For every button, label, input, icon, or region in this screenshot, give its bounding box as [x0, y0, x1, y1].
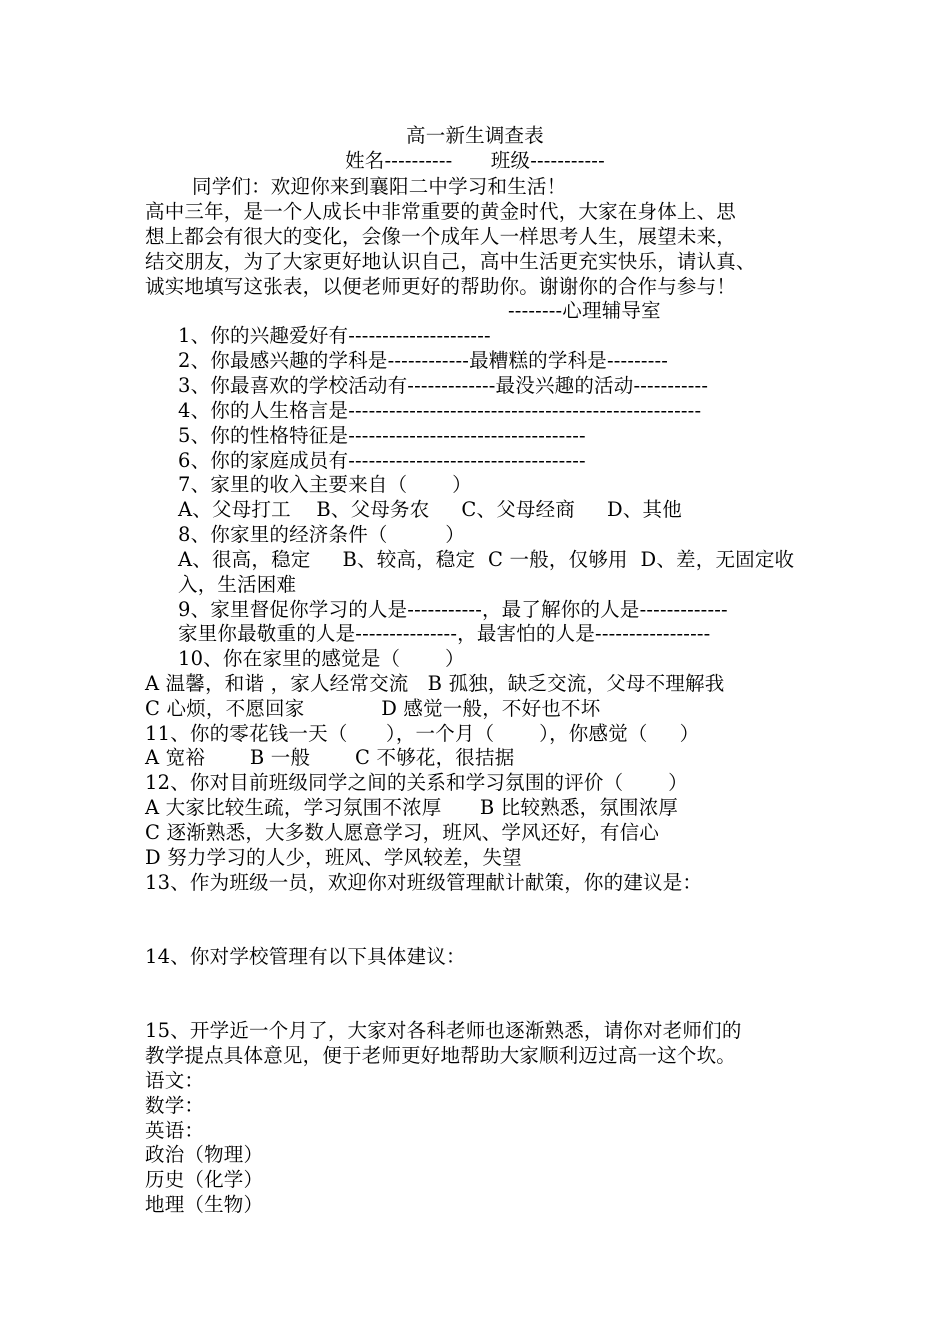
subject-chinese: 语文：: [145, 1069, 205, 1092]
question-8-options-line-1: A、很高，稳定 B、较高，稳定 C 一般，仅够用 D、差，无固定收: [178, 548, 795, 571]
question-4: 4、你的人生格言是----------------------------------------------------: [178, 399, 702, 422]
question-10-options-line-2: C 心烦，不愿回家 D 感觉一般，不好也不坏: [145, 697, 601, 720]
question-12-options-line-3: D 努力学习的人少，班风、学风较差，失望: [145, 846, 522, 869]
question-1: 1、你的兴趣爱好有---------------------: [178, 324, 491, 347]
intro-line-2: 想上都会有很大的变化，会像一个成年人一样思考人生，展望未来，: [145, 225, 737, 248]
question-10: 10、你在家里的感觉是（ ）: [178, 647, 465, 670]
name-class-line: 姓名---------- 班级-----------: [345, 149, 605, 172]
subject-math: 数学：: [145, 1094, 205, 1117]
question-13: 13、作为班级一员，欢迎你对班级管理献计献策，你的建议是：: [145, 871, 703, 894]
question-14: 14、你对学校管理有以下具体建议：: [145, 945, 466, 968]
question-12-options-line-1: A 大家比较生疏，学习氛围不浓厚 B 比较熟悉，氛围浓厚: [145, 796, 679, 819]
question-11: 11、你的零花钱一天（ ），一个月（ ），你感觉（ ）: [145, 722, 700, 745]
question-5: 5、你的性格特征是-----------------------------------: [178, 424, 586, 447]
question-9-line-2: 家里你最敬重的人是---------------，最害怕的人是-----------------: [178, 622, 711, 645]
question-3: 3、你最喜欢的学校活动有-------------最没兴趣的活动-----------: [178, 374, 709, 397]
question-12-options-line-2: C 逐渐熟悉，大多数人愿意学习，班风、学风还好，有信心: [145, 821, 660, 844]
question-8: 8、你家里的经济条件（ ）: [178, 523, 465, 546]
question-7: 7、家里的收入主要来自（ ）: [178, 473, 472, 496]
question-8-options-line-2: 入，生活困难: [178, 573, 297, 596]
question-6: 6、你的家庭成员有-----------------------------------: [178, 449, 586, 472]
question-11-options: A 宽裕 B 一般 C 不够花，很拮据: [145, 746, 515, 769]
question-2: 2、你最感兴趣的学科是------------最糟糕的学科是---------: [178, 349, 669, 372]
question-7-options: A、父母打工 B、父母务农 C、父母经商 D、其他: [178, 498, 682, 521]
question-10-options-line-1: A 温馨，和谐 ，家人经常交流 B 孤独，缺乏交流，父母不理解我: [145, 672, 725, 695]
subject-geography-biology: 地理（生物）: [145, 1193, 264, 1216]
signature: --------心理辅导室: [508, 299, 661, 322]
question-9-line-1: 9、家里督促你学习的人是-----------，最了解你的人是-------------: [178, 598, 728, 621]
question-15-line-1: 15、开学近一个月了，大家对各科老师也逐渐熟悉，请你对老师们的: [145, 1019, 742, 1042]
greeting: 同学们：欢迎你来到襄阳二中学习和生活！: [192, 175, 567, 198]
subject-history-chemistry: 历史（化学）: [145, 1168, 264, 1191]
question-15-line-2: 教学提点具体意见，便于老师更好地帮助大家顺利迈过高一这个坎。: [145, 1044, 737, 1067]
intro-line-3: 结交朋友，为了大家更好地认识自己，高中生活更充实快乐，请认真、: [145, 250, 756, 273]
intro-line-4: 诚实地填写这张表，以便老师更好的帮助你。谢谢你的合作与参与！: [145, 275, 737, 298]
question-12: 12、你对目前班级同学之间的关系和学习氛围的评价（ ）: [145, 771, 688, 794]
page-title: 高一新生调查表: [406, 124, 544, 147]
intro-line-1: 高中三年，是一个人成长中非常重要的黄金时代，大家在身体上、思: [145, 200, 737, 223]
subject-politics-physics: 政治（物理）: [145, 1143, 264, 1166]
subject-english: 英语：: [145, 1119, 205, 1142]
